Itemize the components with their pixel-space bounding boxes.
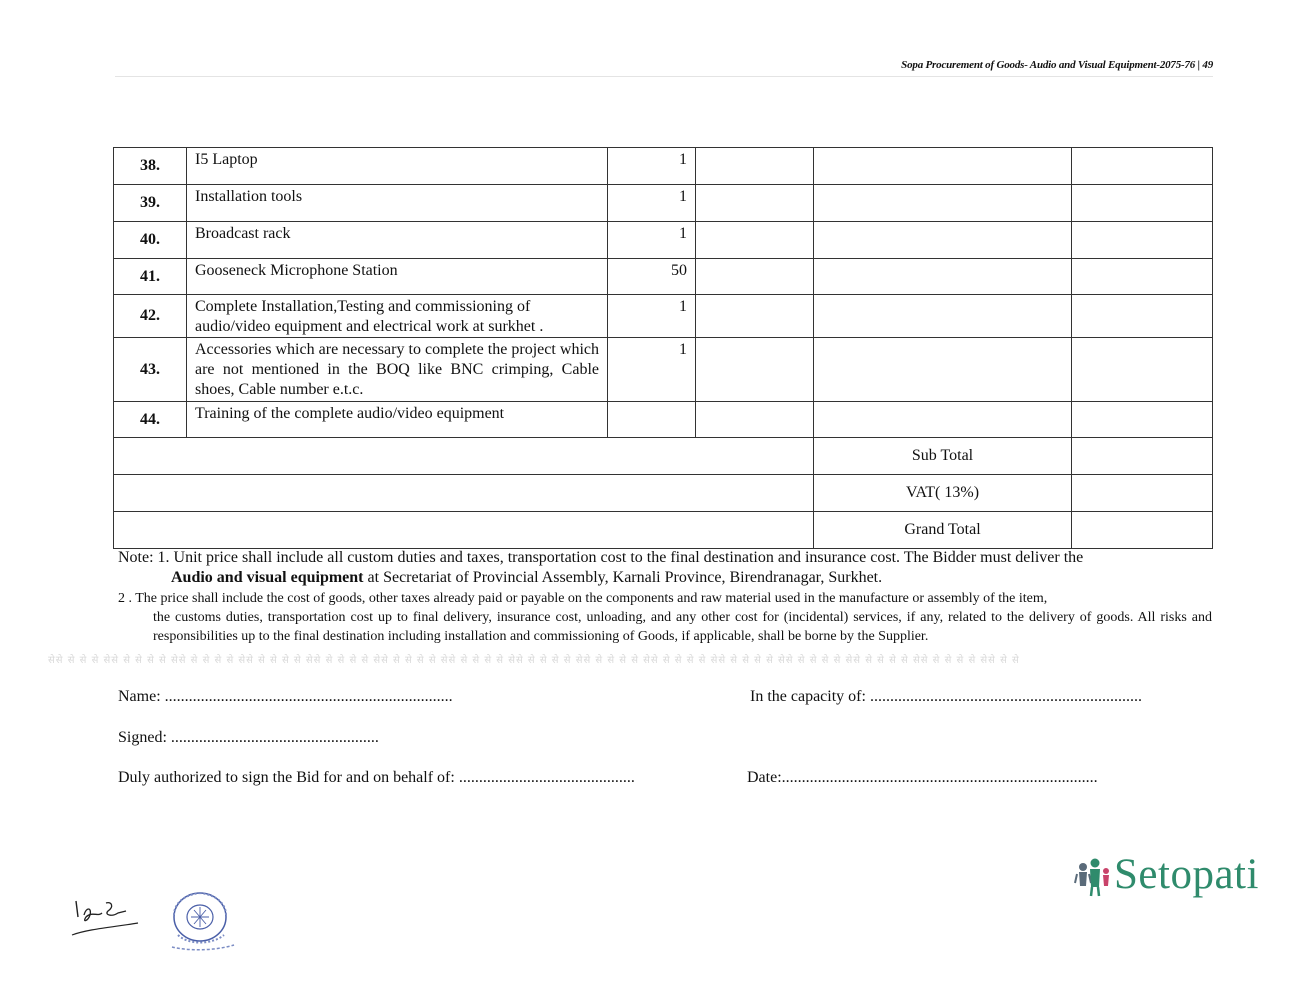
item-quantity: 1 (608, 338, 696, 402)
subtotal-row (114, 438, 1213, 475)
grand-total-label: Grand Total (814, 512, 1072, 549)
signed-line[interactable]: Signed: .................................................... (118, 729, 379, 746)
total-price-cell[interactable] (814, 402, 1072, 438)
item-quantity: 50 (608, 259, 696, 295)
date-line[interactable]: Date:............................................................................... (747, 769, 1098, 786)
unit-price-cell[interactable] (696, 222, 814, 259)
unit-price-cell[interactable] (696, 338, 814, 402)
note-1-line: Note: 1. Unit price shall include all custom duties and taxes, transportation cost to the final destination and insurance cost. The Bidder must deliver the (118, 549, 1084, 566)
item-number: 44. (114, 402, 187, 438)
vat-blank-cell (114, 475, 814, 512)
notes-section (118, 548, 1212, 646)
subtotal-blank-cell (114, 438, 814, 475)
total-price-cell[interactable] (814, 148, 1072, 185)
item-description: Broadcast rack (187, 222, 608, 259)
vat-value-cell[interactable] (1072, 475, 1213, 512)
note-2-line: 2 . The price shall include the cost of goods, other taxes already paid or payable on the components and raw material used in the manufacture or assembly of the item, (118, 591, 1048, 606)
subtotal-value-cell[interactable] (1072, 438, 1213, 475)
table-row (114, 148, 1213, 185)
note-1-continuation (118, 568, 1212, 588)
item-description: Accessories which are necessary to complete the project which are not mentioned in the BOQ like BNC crimping, Cable shoes, Cable number e.t.c. (187, 338, 608, 402)
logo-wordmark: Setopati (1114, 851, 1259, 898)
vat-row (114, 475, 1213, 512)
boq-table (113, 147, 1213, 549)
grand-total-row (114, 512, 1213, 549)
name-line[interactable]: Name: ........................................................................ (118, 688, 453, 705)
item-quantity (608, 402, 696, 438)
item-number: 40. (114, 222, 187, 259)
item-quantity: 1 (608, 222, 696, 259)
page-header (115, 58, 1213, 77)
item-description: Complete Installation,Testing and commissioning of audio/video equipment and electrical work at surkhet . (187, 295, 608, 338)
remarks-cell[interactable] (1072, 259, 1213, 295)
item-quantity: 1 (608, 295, 696, 338)
unit-price-cell[interactable] (696, 259, 814, 295)
grand-total-value-cell[interactable] (1072, 512, 1213, 549)
item-number: 43. (114, 338, 187, 402)
remarks-cell[interactable] (1072, 338, 1213, 402)
remarks-cell[interactable] (1072, 148, 1213, 185)
total-price-cell[interactable] (814, 295, 1072, 338)
setopati-logo (1074, 851, 1259, 912)
item-description: Training of the complete audio/video equipment (187, 402, 608, 438)
table-row (114, 185, 1213, 222)
unit-price-cell[interactable] (696, 148, 814, 185)
unit-price-cell[interactable] (696, 402, 814, 438)
total-price-cell[interactable] (814, 259, 1072, 295)
note-1-bold-phrase: Audio and visual equipment (171, 569, 364, 586)
unit-price-cell[interactable] (696, 185, 814, 222)
total-price-cell[interactable] (814, 338, 1072, 402)
table-row (114, 338, 1213, 402)
official-seal (164, 887, 240, 953)
item-quantity: 1 (608, 148, 696, 185)
table-row (114, 259, 1213, 295)
remarks-cell[interactable] (1072, 402, 1213, 438)
item-number: 38. (114, 148, 187, 185)
header-text: Sopa Procurement of Goods- Audio and Visual Equipment-2075-76 | 49 (901, 59, 1213, 71)
subtotal-label: Sub Total (814, 438, 1072, 475)
unit-price-cell[interactable] (696, 295, 814, 338)
authorized-line[interactable]: Duly authorized to sign the Bid for and on behalf of: ............................................ (118, 769, 635, 786)
remarks-cell[interactable] (1072, 295, 1213, 338)
watermark-band: सेसे से से से सेसे से से से से सेसे से से से से सेसे से से से से सेसे से से से से सेसे से से से से सेसे से से से से सेसे से से से से सेसे से से से से सेसे से से से से सेसे से से से से सेसे से से से से सेसे से से से से सेसे से से से से सेसे से से (48, 655, 1020, 664)
item-number: 42. (114, 295, 187, 338)
capacity-line[interactable]: In the capacity of: .................................................................... (750, 688, 1142, 705)
total-price-cell[interactable] (814, 185, 1072, 222)
item-description: I5 Laptop (187, 148, 608, 185)
item-description: Gooseneck Microphone Station (187, 259, 608, 295)
remarks-cell[interactable] (1072, 185, 1213, 222)
item-number: 39. (114, 185, 187, 222)
note-1-rest: at Secretariat of Provincial Assembly, Karnali Province, Birendranagar, Surkhet. (363, 569, 883, 586)
note-2-continuation: the customs duties, transportation cost up to final delivery, insurance cost, unloading, and any other cost for (incidental) services, if any, related to the delivery of goods. All risks and responsibilities up to the final destination including installation and commissioning of Goods, if applicable, shall be borne by the Supplier. (153, 610, 1212, 644)
table-row (114, 295, 1213, 338)
vat-label: VAT( 13%) (814, 475, 1072, 512)
table-row (114, 222, 1213, 259)
grand-total-blank-cell (114, 512, 814, 549)
handwritten-signature (68, 893, 142, 943)
family-figures-icon (1074, 856, 1114, 906)
item-number: 41. (114, 259, 187, 295)
total-price-cell[interactable] (814, 222, 1072, 259)
table-row (114, 402, 1213, 438)
remarks-cell[interactable] (1072, 222, 1213, 259)
item-quantity: 1 (608, 185, 696, 222)
item-description: Installation tools (187, 185, 608, 222)
